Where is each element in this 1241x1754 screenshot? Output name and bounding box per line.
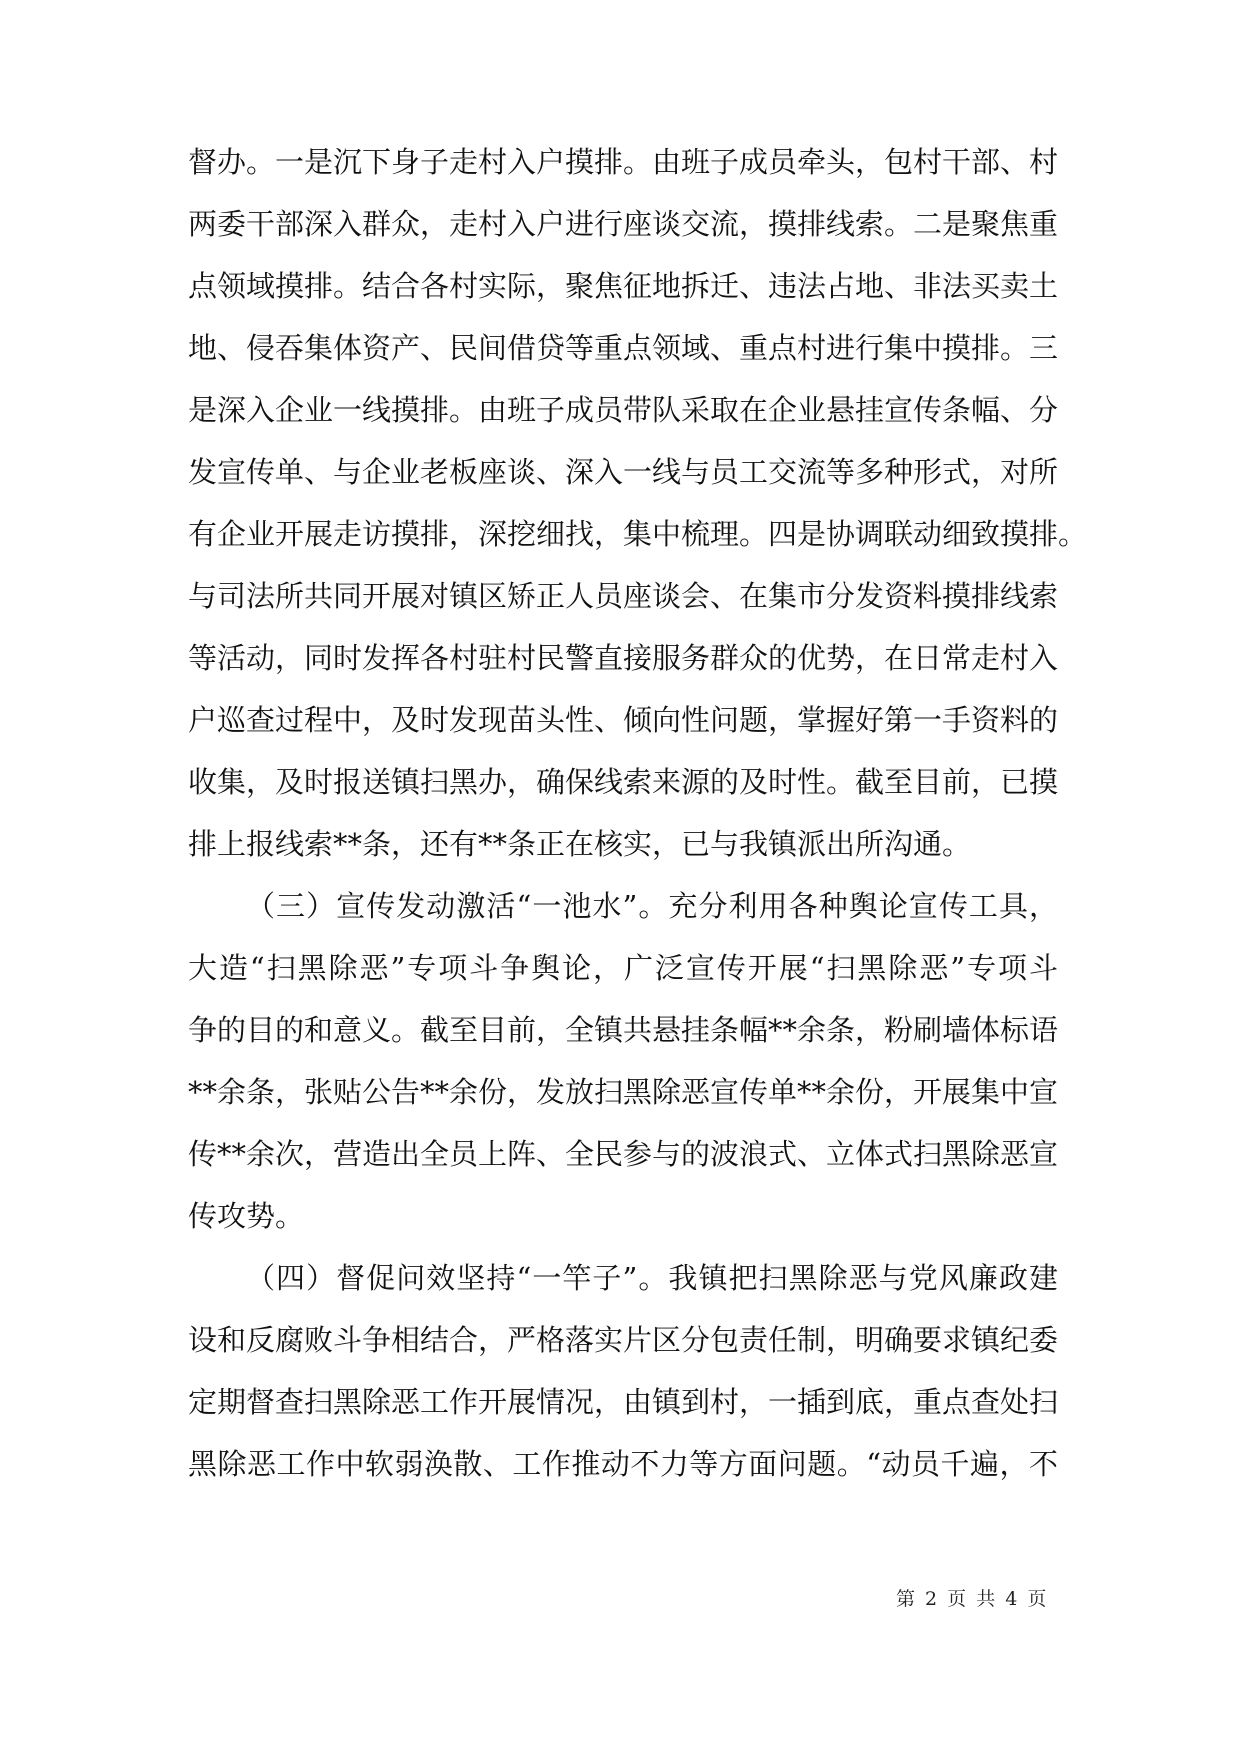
text-line: 地、侵吞集体资产、民间借贷等重点领域、重点村进行集中摸排。三 (188, 331, 1059, 365)
text-line: 点领域摸排。结合各村实际，聚焦征地拆迁、违法占地、非法买卖土 (188, 269, 1059, 303)
text-line: 大造“扫黑除恶”专项斗争舆论，广泛宣传开展“扫黑除恶”专项斗 (188, 951, 1058, 985)
text-line: 争的目的和意义。截至目前，全镇共悬挂条幅**余条，粉刷墙体标语 (188, 1013, 1059, 1047)
text-line: 收集，及时报送镇扫黑办，确保线索来源的及时性。截至目前，已摸 (188, 765, 1059, 799)
text-line: 与司法所共同开展对镇区矫正人员座谈会、在集市分发资料摸排线索 (188, 579, 1059, 613)
page-number-footer: 第 2 页 共 4 页 (896, 1588, 1049, 1610)
text-line: 发宣传单、与企业老板座谈、深入一线与员工交流等多种形式，对所 (188, 455, 1059, 489)
text-line: 有企业开展走访摸排，深挖细找，集中梳理。四是协调联动细致摸排。 (188, 517, 1088, 551)
text-line: 设和反腐败斗争相结合，严格落实片区分包责任制，明确要求镇纪委 (188, 1323, 1059, 1357)
text-line: 传**余次，营造出全员上阵、全民参与的波浪式、立体式扫黑除恶宣 (188, 1137, 1059, 1171)
text-line: 督办。一是沉下身子走村入户摸排。由班子成员牵头，包村干部、村 (188, 145, 1059, 179)
text-line: 是深入企业一线摸排。由班子成员带队采取在企业悬挂宣传条幅、分 (188, 393, 1059, 427)
text-line: 定期督查扫黑除恶工作开展情况，由镇到村，一插到底，重点查处扫 (188, 1385, 1059, 1419)
text-line: 排上报线索**条，还有**条正在核实，已与我镇派出所沟通。 (188, 827, 972, 861)
text-line: **余条，张贴公告**余份，发放扫黑除恶宣传单**余份，开展集中宣 (188, 1075, 1059, 1109)
text-line: 等活动，同时发挥各村驻村民警直接服务群众的优势，在日常走村入 (188, 641, 1059, 675)
text-line: 户巡查过程中，及时发现苗头性、倾向性问题，掌握好第一手资料的 (188, 703, 1059, 737)
text-line: 两委干部深入群众，走村入户进行座谈交流，摸排线索。二是聚焦重 (188, 207, 1059, 241)
text-line: 传攻势。 (188, 1199, 305, 1233)
text-line: 黑除恶工作中软弱涣散、工作推动不力等方面问题。“动员千遍，不 (188, 1447, 1058, 1481)
paragraph-first-line: （三）宣传发动激活“一池水”。充分利用各种舆论宣传工具， (246, 889, 1058, 923)
paragraph-first-line: （四）督促问效坚持“一竿子”。我镇把扫黑除恶与党风廉政建 (246, 1261, 1058, 1295)
